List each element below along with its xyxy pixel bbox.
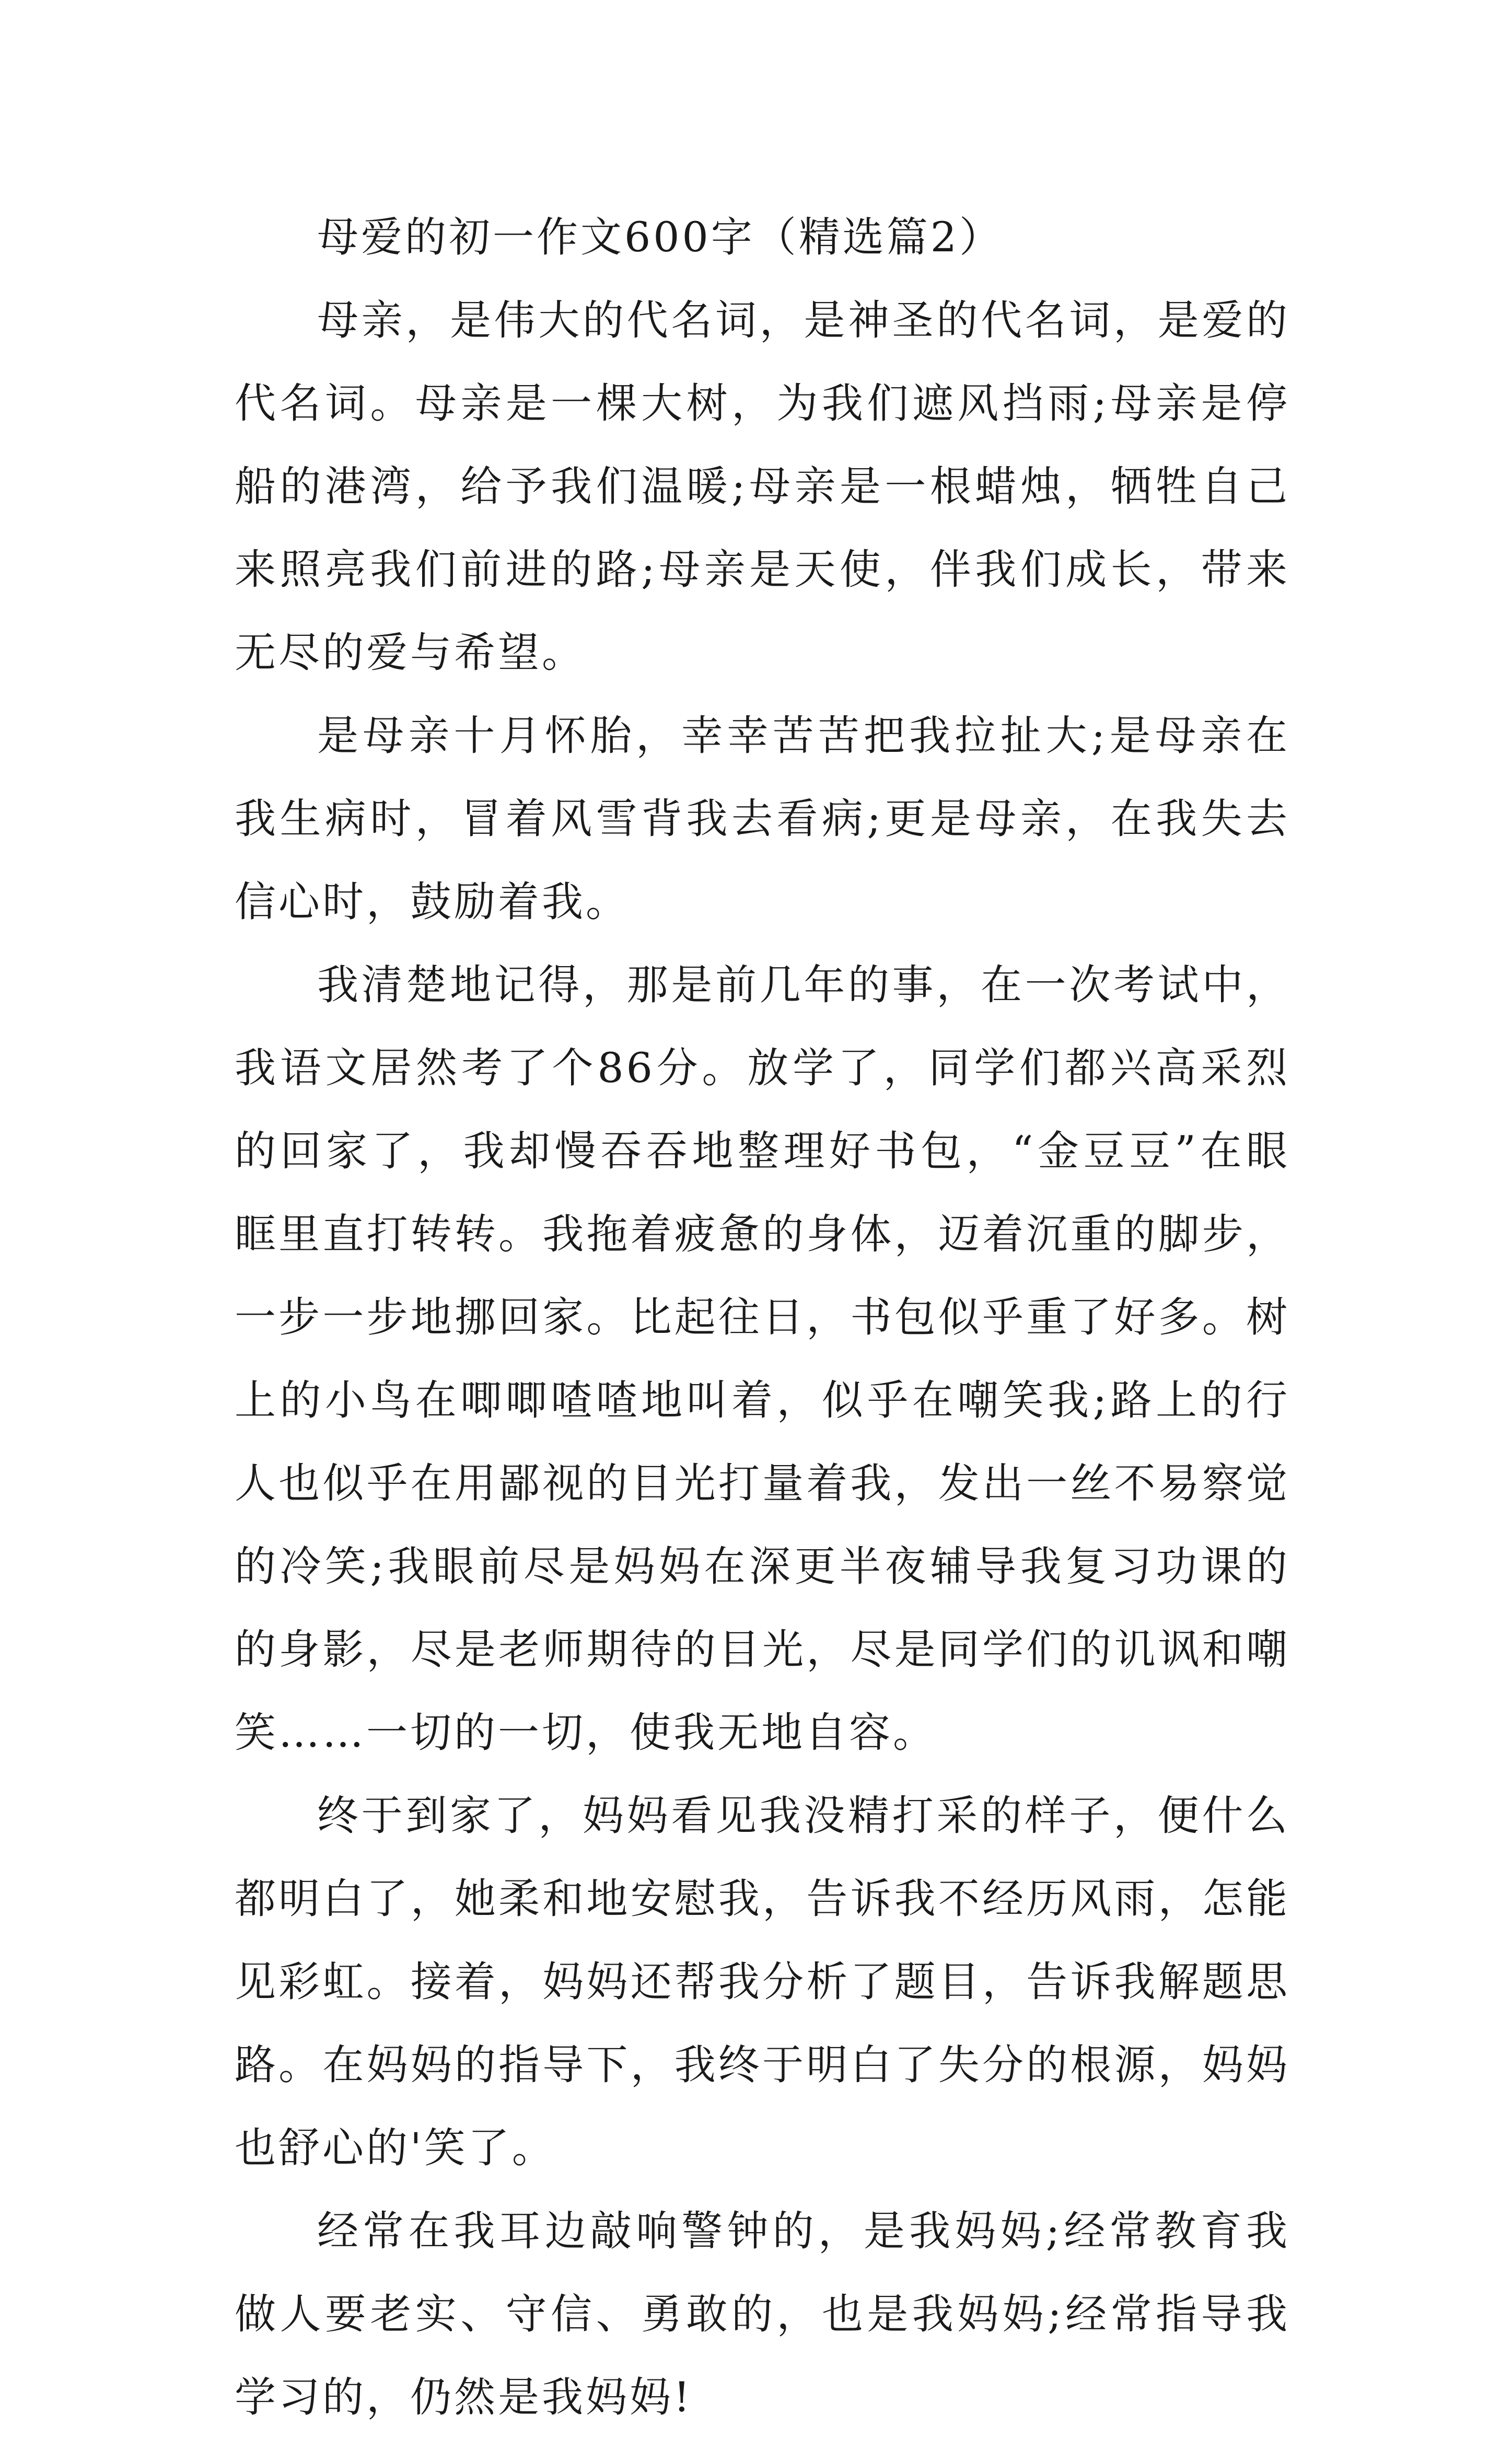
- paragraph-1: 母亲，是伟大的代名词，是神圣的代名词，是爱的代名词。母亲是一棵大树，为我们遮风挡雨;母亲是停船的港湾，给予我们温暖;母亲是一根蜡烛，牺牲自己来照亮我们前进的路;母亲是天使，伴我们成长，带来无尽的爱与希望。: [235, 296, 1290, 677]
- essay-body: [235, 196, 1290, 2439]
- paragraph-5: 经常在我耳边敲响警钟的，是我妈妈;经常教育我做人要老实、守信、勇敢的，也是我妈妈;经常指导我学习的，仍然是我妈妈!: [235, 2207, 1290, 2421]
- essay-title: 母爱的初一作文600字（精选篇2）: [317, 213, 1004, 261]
- paragraph-2: 是母亲十月怀胎，幸幸苦苦把我拉扯大;是母亲在我生病时，冒着风雪背我去看病;更是母亲，在我失去信心时，鼓励着我。: [235, 712, 1290, 926]
- paragraph-4: 终于到家了，妈妈看见我没精打采的样子，便什么都明白了，她柔和地安慰我，告诉我不经历风雨，怎能见彩虹。接着，妈妈还帮我分析了题目，告诉我解题思路。在妈妈的指导下，我终于明白了失分的根源，妈妈也舒心的'笑了。: [235, 1792, 1290, 2172]
- paragraph-3: 我清楚地记得，那是前几年的事，在一次考试中，我语文居然考了个86分。放学了，同学们都兴高采烈的回家了，我却慢吞吞地整理好书包，“金豆豆”在眼眶里直打转转。我拖着疲惫的身体，迈着沉重的脚步，一步一步地挪回家。比起往日，书包似乎重了好多。树上的小鸟在唧唧喳喳地叫着，似乎在嘲笑我;路上的行人也似乎在用鄙视的目光打量着我，发出一丝不易察觉的冷笑;我眼前尽是妈妈在深更半夜辅导我复习功课的的身影，尽是老师期待的目光，尽是同学们的讥讽和嘲笑……一切的一切，使我无地自容。: [235, 961, 1290, 1757]
